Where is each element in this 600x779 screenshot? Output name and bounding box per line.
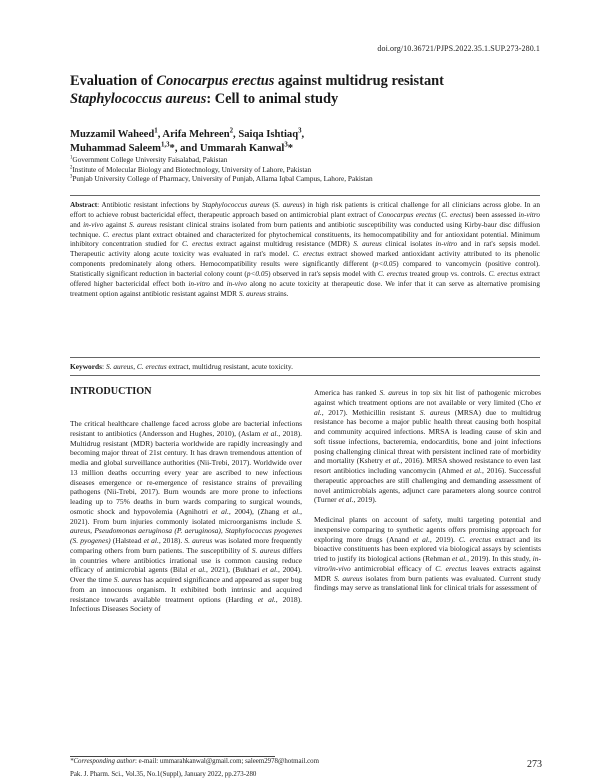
author: Muzzamil Waheed [70, 129, 155, 140]
page-number: 273 [527, 759, 542, 770]
doi-line[interactable]: doi.org/10.36721/PJPS.2022.35.1.SUP.273-280.1 [377, 44, 540, 53]
title-species-plant: Conocarpus erectus [156, 73, 275, 89]
journal-footer: Pak. J. Pharm. Sci., Vol.35, No.1(Suppl), January 2022, pp.273-280 [70, 771, 257, 778]
column-left [70, 386, 302, 624]
abstract: Abstract: Antibiotic resistant infections by Staphylococcus aureus (S. aureus) in high risk patients is critical challenge for all clinicians across globe. In an effort to achieve robust bactericidal effect, therapeutic approach based on antimicrobial plant extract of Conocarpus erectus (C. erectus) been assessed in-vitro and in-vivo against S. aureus resistant clinical strains isolated from burn patients and antibiotic susceptibility was conducted using Kirby-baur disc diffusion technique. C. erectus plant extract obtained and characterized for phytochemical constituents, its hemocompatibility and for antioxidant potential. Minimum inhibitory concentration studied for C. erectus extract against multidrug resistance (MDR) S. aureus clinical isolates in-vitro and in rat's sepsis model. Therapeutic activity along acute toxicity was evaluated in rat's model. C. erectus extract showed marked antioxidant activity attributed to its phenolic components predominately along others. Hemocompatibility results were significantly different (p<0.05) compared to vancomycin (positive control). Statistically significant reduction in bacterial colony count (p<0.05) observed in rat's sepsis model with C. erectus treated group vs. controls. C. erectus extract offered higher bactericidal effect both in-vitro and in-vivo along no acute toxicity at therapeutic dose. We infer that it can serve as alternative promising treatment option against antibiotic resistant against MDR S. aureus strains. [70, 200, 541, 298]
footnote-emails[interactable]: : e-mail: ummarahkanwal@gmail.com; saleem2978@hotmail.com [135, 758, 319, 765]
affiliations [70, 155, 550, 184]
author: , Saiqa Ishtiaq [233, 129, 299, 140]
title-part: : Cell to animal study [206, 91, 339, 107]
keywords-label: Keywords [70, 362, 103, 371]
divider [70, 375, 540, 376]
affiliation-item: $^1$Government College University Faisalabad, Pakistan [70, 155, 228, 164]
author-list [70, 128, 540, 156]
divider [70, 357, 540, 358]
author-affil-mark: 3 [298, 127, 302, 135]
author-sep: * [287, 143, 294, 154]
paper-title [70, 72, 540, 108]
body-paragraph: The critical healthcare challenge faced across globe are bacterial infections resistant to antibiotics (Andersson and Hughes, 2010), (Aslam et al., 2018). Multidrug resistant (MDR) bacteria worldwide are rapidly increasingly and becoming major threat of 21st century. It has drawn tremendous attention of media and global surveillance authorities (Nii-Trebi, 2017). Worldwide over 13 million deaths occurring every year are ascribed to new infectious diseases emergence or re-emergence of resistance strains of prevailing pathogens (Nii-Trebi, 2017). Burn wounds are more prone to infections leading up to 75% deaths in burn wards comparing to surgical wounds, osmotic shock and hypovolemia (Agnihotri et al., 2004), (Zhang et al., 2021). From burn injuries commonly isolated microorganisms include S. aureus, Pseudomonas aeruginosa (P. aeruginosa), Staphylococcus pyogenes (S. pyogenes) (Halstead et al., 2018). S. aureus was isolated more frequently comparing others from burn patients. The susceptibility of S. aureus differs in countries where antibiotics irrational use is common causing reduce efficacy of antimicrobial agents (Bilal et al., 2021), (Bukhari et al., 2004). Over the time S. aureus has acquired significance and appeared as super bug from an innocuous organism. It exhibited both intrinsic and acquired resistance towards available treatment options (Harding et al., 2018). Infectious Diseases Society of [70, 419, 303, 614]
author: , Arifa Mehreen [157, 129, 230, 140]
author: Muhammad Saleem [70, 143, 161, 154]
author-sep: , [301, 129, 305, 140]
title-part: Evaluation of [70, 73, 157, 89]
author-affil-mark: 3 [284, 141, 288, 149]
divider [70, 195, 540, 196]
affiliation-item: $^3$Punjab University College of Pharmacy, University of Punjab, Allama Iqbal Campus, Lahore, Pakistan [70, 174, 373, 184]
column-right [314, 388, 541, 603]
title-species-bacteria: Staphylococcus aureus [70, 91, 207, 107]
body-paragraph: Medicinal plants on account of safety, multi targeting potential and inexpensive comparing to synthetic agents offers promising approach for exploring more drugs (Anand et al., 2019). C. erectus extract and its bioactive constituents has been explored via biological assays by scientists tried to justify its biological actions (Rehman et al., 2019). In this study, in-vitro/in-vivo antimicrobial efficacy of C. erectus leaves extracts against MDR S. aureus isolates from burn patients was evaluated. Current study findings may serve as translational link for clinical trials for assessment of [314, 515, 542, 593]
title-part: against multidrug resistant [274, 73, 444, 89]
section-heading-introduction: INTRODUCTION [70, 386, 152, 397]
author-affil-mark: 1 [154, 127, 158, 135]
body-paragraph: America has ranked S. aureus in top six hit list of pathogenic microbes against which treatment options are not available or very limited (Cho et al., 2017). Methicillin resistant S. aureus (MRSA) due to multidrug resistance has become a major public health threat causing both hospital and community acquired infections. MRSA is leading cause of skin and soft tissue infections, bacteremia, endocarditis, bone and joint infections posing challenging clinical threat with persistent inclined rate of morbidity and mortality (Kshetry et al., 2016). MRSA showed resistance to even last resort antibiotics including vancomycin (Ahmed et al., 2016). Successful therapeutic approaches are still challenging and demanding assessment of novel antimicrobials agents, adjunct care parameters along source control (Turner et al., 2019). [314, 388, 542, 505]
author-affil-mark: 2 [229, 127, 234, 135]
abstract-label: Abstract [70, 200, 98, 209]
affiliation-item: $^2$Institute of Molecular Biology and Biotechnology, University of Lahore, Pakistan [70, 164, 312, 174]
author: *, and Ummarah Kanwal [169, 143, 285, 154]
footnote-rule [70, 756, 275, 757]
corresponding-author-footnote [70, 758, 540, 766]
keywords: Keywords: S. aureus, C. erectus extract, multidrug resistant, acute toxicity. [70, 362, 293, 371]
author-affil-mark: 1,3 [160, 141, 170, 149]
footnote-label: *Corresponding author [70, 758, 136, 765]
